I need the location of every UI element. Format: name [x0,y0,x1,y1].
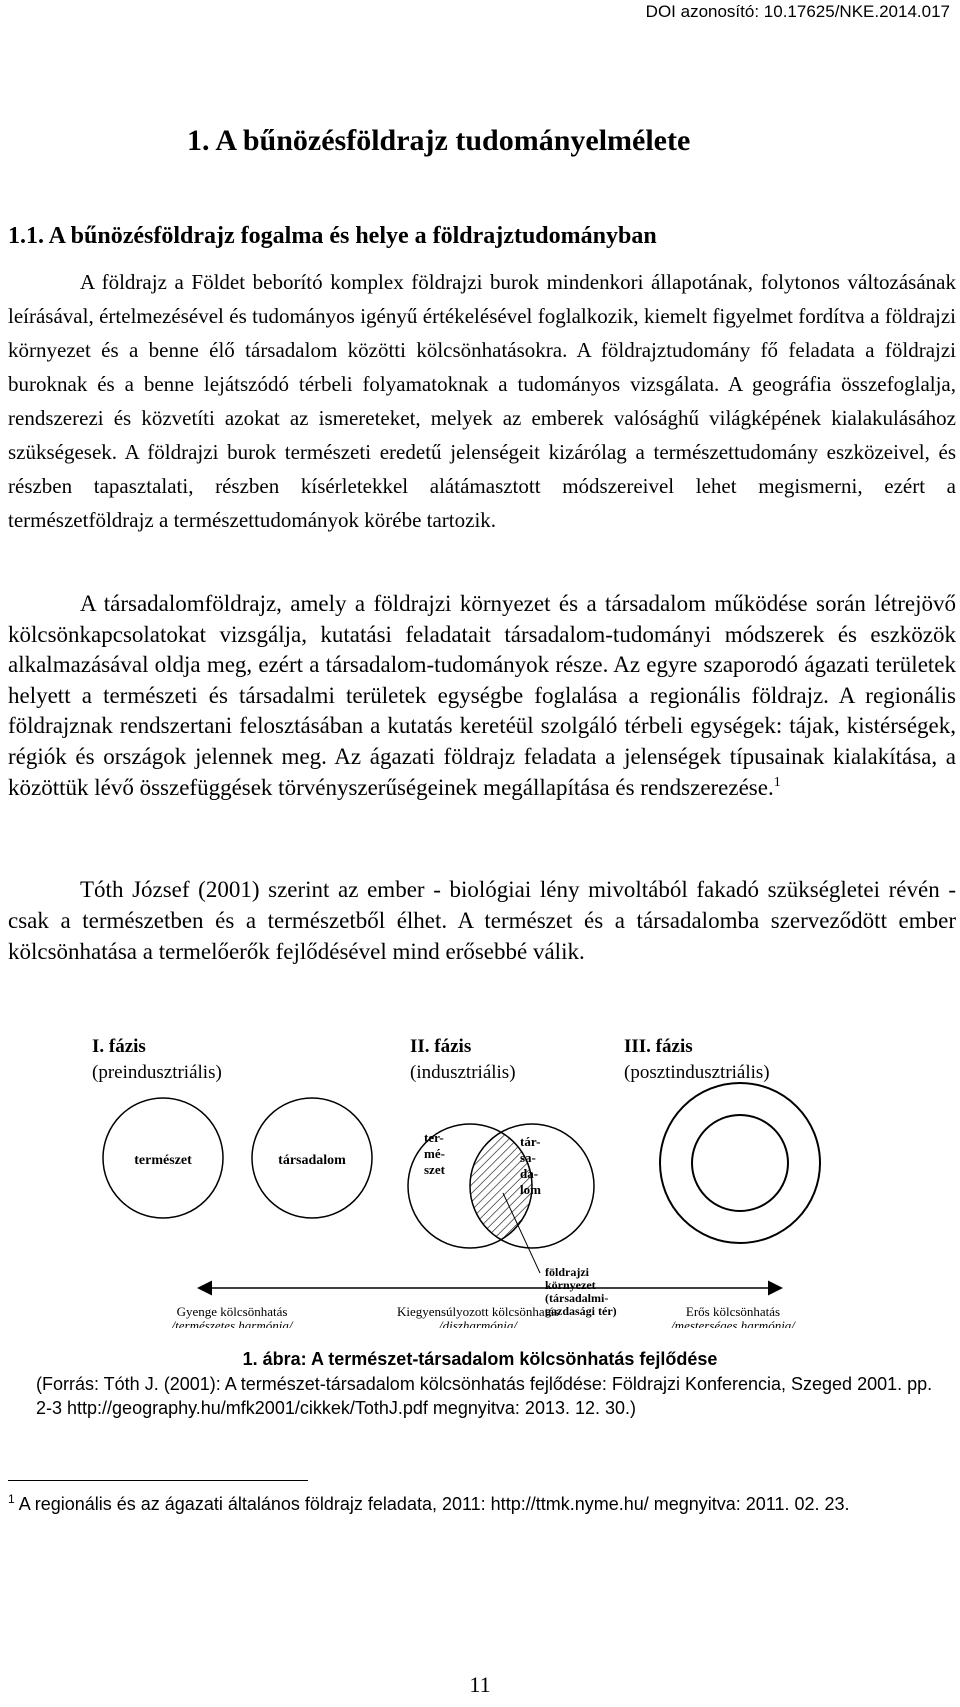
phase3-inner-circle [692,1115,788,1211]
phase1-title: I. fázis [92,1036,146,1057]
figure-natural-society-interaction [0,1028,960,1328]
chapter-title: 1. A bűnözésföldrajz tudományelmélete [187,124,691,157]
footnote-divider [8,1480,308,1481]
page-number: 11 [469,1672,491,1697]
phase3-title: III. fázis [624,1036,693,1057]
phase2-title: II. fázis [410,1036,472,1057]
paragraph-2: A társadalomföldrajz, amely a földrajzi környezet és a társadalom működése során létrejövő kölcsönkapcsolatokat vizsgálja, kutatási feladatait társadalom-tudományi módszerek és eszközök alkalmazásával oldja meg, ezért a társadalom-tudományok része. Az egyre szaporodó ágazati területek helyett a természeti és társadalmi területek egységbe foglalása a regionális földrajz. A regionális földrajznak rendszertani felosztásában a kutatás keretéül szolgáló térbeli egységek: tájak, kistérségek, régiók és országok jelennek meg. Az ágazati földrajz feladata a jelenségek típusainak kialakítása, a közöttük lévő összefüggések törvényszerűségeinek megállapítása és rendszerezése.$^1$ [8,591,956,800]
figure-source: (Forrás: Tóth J. (2001): A természet-társadalom kölcsönhatás fejlődése: Földrajzi Konferencia, Szeged 2001. pp. 2-3 http://geography.hu/mfk2001/cikkek/TothJ.pdf megnyitva: 2013. 12. 30.) [36,1374,933,1418]
phase2-nature-label: ter- mé- szet [424,1130,445,1177]
phase1-subtitle: (preindusztriális) [92,1062,222,1083]
phase1-bottom-line1: Gyenge kölcsönhatás [176,1304,288,1319]
phase2-bottom-line2: /diszharmónia/ [438,1318,518,1328]
phase3-bottom-line1: Erős kölcsönhatás [685,1304,781,1319]
section-title: 1.1. A bűnözésföldrajz fogalma és helye a földrajztudományban [8,223,657,249]
phase1-nature-label: természet [134,1153,192,1168]
paragraph-1: A földrajz a Földet beborító komplex földrajzi burok mindenkori állapotának, folytonos változásának leírásával, értelmezésével és tudományos igényű értékelésével foglalkozik, kiemelt figyelmet fordítva a földrajzi környezet és a benne élő társadalom közötti kölcsönhatásokra. A földrajztudomány fő feladata a földrajzi buroknak és a benne lejátszódó térbeli folyamatoknak a tudományos vizsgálata. A geográfia összefoglalja, rendszerezi és közvetíti azokat az ismereteket, melyek az emberek valósághű világképének kialakulásához szükségesek. A földrajzi burok természeti eredetű jelenségeit kizárólag a természettudomány eszközeivel, és részben tapasztalati, részben kísérletekkel alátámasztott módszereivel lehet megismerni, ezért a természetföldrajz a természettudományok körébe tartozik. [8,270,956,532]
phase2-callout: földrajzi környezet (társadalmi- gazdasági tér) [545,1265,617,1318]
figure-caption: 1. ábra: A természet-társadalom kölcsönhatás fejlődése [242,1349,718,1369]
phase3-bottom-line2: /mesterséges harmónia/ [671,1318,795,1328]
phase1-society-label: társadalom [278,1153,346,1168]
phase1-bottom-line2: /természetes harmónia/ [171,1318,293,1328]
phase3-subtitle: (posztindusztriális) [624,1062,770,1083]
footnote [8,1492,948,1516]
paragraph-3: Tóth József (2001) szerint az ember - biológiai lény mivoltából fakadó szükségletei révén - csak a természetben és a természetből élhet. A természet és a társadalomba szerveződött ember kölcsönhatása a termelőerők fejlődésével mind erősebbé válik. [8,877,956,964]
footnote-number: 1 [8,1492,15,1506]
phase2-subtitle: (indusztriális) [410,1062,516,1083]
footnote-text: A regionális és az ágazati általános földrajz feladata, 2011: http://ttmk.nyme.hu/ megnyitva: 2011. 02. 23. [18,1494,850,1514]
phase2-bottom-line1: Kiegyensúlyozott kölcsönhatás [396,1304,560,1319]
phase2-society-label: tár- sa- da- lom [520,1134,541,1197]
phase3-outer-circle [660,1083,820,1243]
footnote-ref[interactable]: 1 [773,774,781,790]
doi-header: DOI azonosító: 10.17625/NKE.2014.017 [645,2,950,21]
